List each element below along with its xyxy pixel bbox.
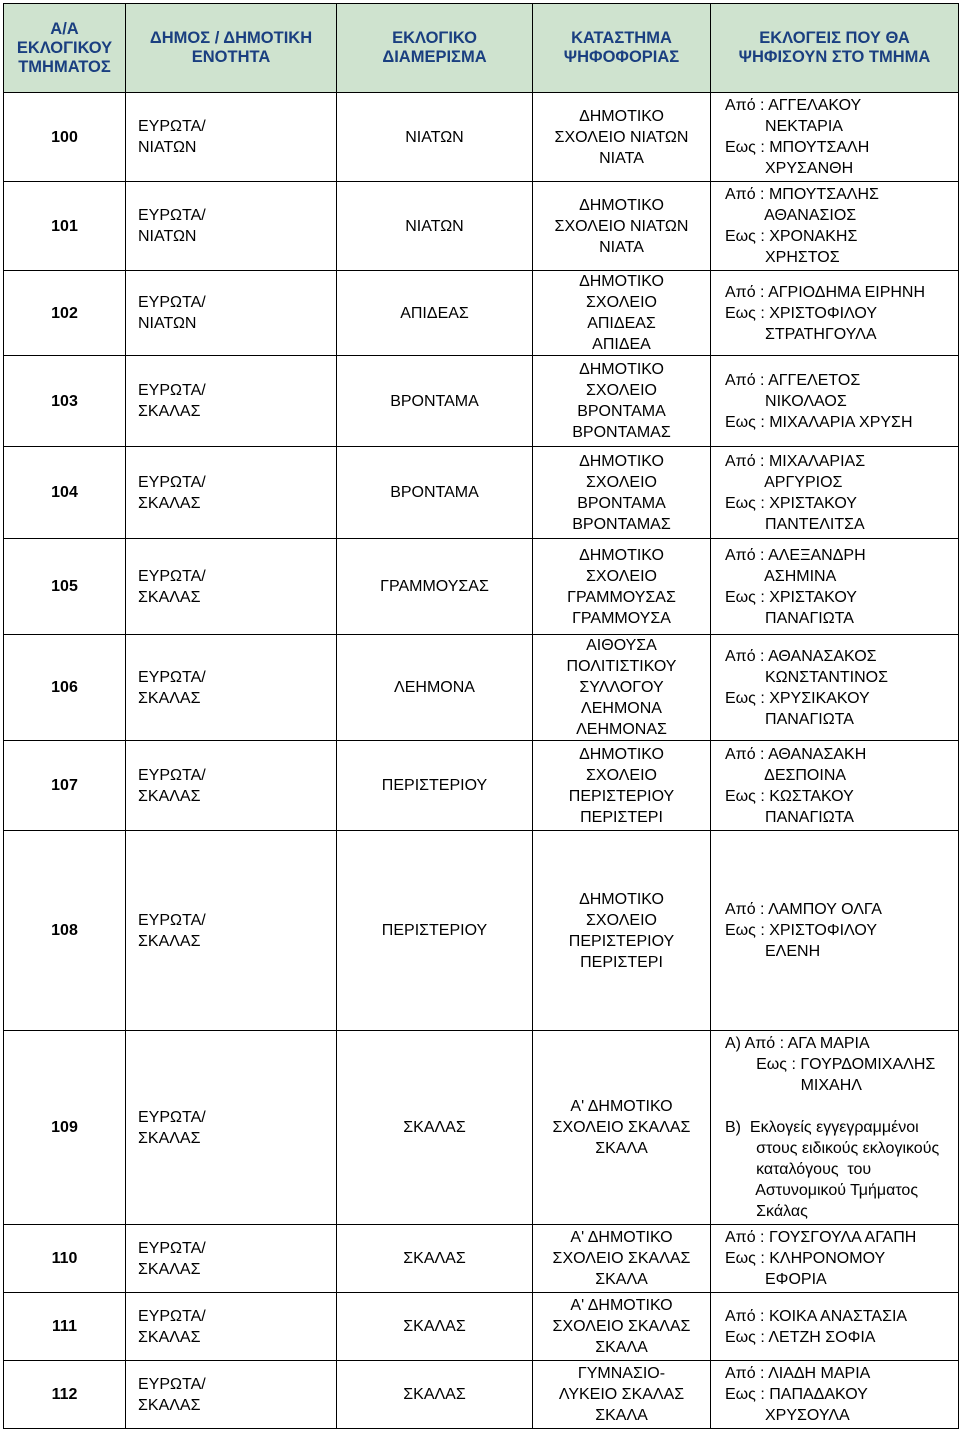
table-row (4, 741, 959, 831)
section-number-cell: 112 (4, 1361, 126, 1429)
header-municipality: ΔΗΜΟΣ / ΔΗΜΟΤΙΚΗ ΕΝΟΤΗΤΑ (126, 4, 337, 93)
municipal-unit-cell: ΕΥΡΩΤΑ/ ΣΚΑΛΑΣ (126, 447, 337, 539)
section-number-cell: 108 (4, 831, 126, 1031)
voters-range-cell: Από : ΑΓΓΕΛΕΤΟΣ ΝΙΚΟΛΑΟΣ Εως : ΜΙΧΑΛΑΡΙΑ ΧΡΥΣΗ (711, 356, 959, 447)
section-number-cell: 104 (4, 447, 126, 539)
electoral-district-cell: ΣΚΑΛΑΣ (337, 1031, 533, 1225)
electoral-district-cell: ΒΡΟΝΤΑΜΑ (337, 447, 533, 539)
voters-range-cell: Από : ΛΙΑΔΗ ΜΑΡΙΑ Εως : ΠΑΠΑΔΑΚΟΥ ΧΡΥΣΟΥΛΑ (711, 1361, 959, 1429)
voters-range-cell: Από : ΚΟΙΚΑ ΑΝΑΣΤΑΣΙΑ Εως : ΛΕΤΖΗ ΣΟΦΙΑ (711, 1293, 959, 1361)
voters-range-cell: Από : ΑΛΕΞΑΝΔΡΗ ΑΣΗΜΙΝΑ Εως : ΧΡΙΣΤΑΚΟΥ ΠΑΝΑΓΙΩΤΑ (711, 539, 959, 635)
polling-station-cell: Α' ΔΗΜΟΤΙΚΟ ΣΧΟΛΕΙΟ ΣΚΑΛΑΣ ΣΚΑΛΑ (533, 1225, 711, 1293)
table-row (4, 182, 959, 271)
polling-station-cell: ΔΗΜΟΤΙΚΟ ΣΧΟΛΕΙΟ ΠΕΡΙΣΤΕΡΙΟΥ ΠΕΡΙΣΤΕΡΙ (533, 741, 711, 831)
polling-station-cell: ΑΙΘΟΥΣΑ ΠΟΛΙΤΙΣΤΙΚΟΥ ΣΥΛΛΟΓΟΥ ΛΕΗΜΟΝΑ ΛΕΗΜΟΝΑΣ (533, 635, 711, 741)
municipal-unit-cell: ΕΥΡΩΤΑ/ ΝΙΑΤΩΝ (126, 271, 337, 356)
voters-range-cell: Από : ΑΘΑΝΑΣΑΚΗ ΔΕΣΠΟΙΝΑ Εως : ΚΩΣΤΑΚΟΥ ΠΑΝΑΓΙΩΤΑ (711, 741, 959, 831)
municipal-unit-cell: ΕΥΡΩΤΑ/ ΣΚΑΛΑΣ (126, 539, 337, 635)
polling-station-cell: ΔΗΜΟΤΙΚΟ ΣΧΟΛΕΙΟ ΝΙΑΤΩΝ ΝΙΑΤΑ (533, 182, 711, 271)
section-number-cell: 101 (4, 182, 126, 271)
table-row (4, 356, 959, 447)
polling-station-cell: ΔΗΜΟΤΙΚΟ ΣΧΟΛΕΙΟ ΠΕΡΙΣΤΕΡΙΟΥ ΠΕΡΙΣΤΕΡΙ (533, 831, 711, 1031)
table-row (4, 1293, 959, 1361)
section-number-cell: 109 (4, 1031, 126, 1225)
section-number-cell: 102 (4, 271, 126, 356)
table-row (4, 539, 959, 635)
section-number-cell: 103 (4, 356, 126, 447)
polling-station-cell: ΔΗΜΟΤΙΚΟ ΣΧΟΛΕΙΟ ΒΡΟΝΤΑΜΑ ΒΡΟΝΤΑΜΑΣ (533, 447, 711, 539)
voters-range-cell: Από : ΑΘΑΝΑΣΑΚΟΣ ΚΩΝΣΤΑΝΤΙΝΟΣ Εως : ΧΡΥΣΙΚΑΚΟΥ ΠΑΝΑΓΙΩΤΑ (711, 635, 959, 741)
electoral-district-cell: ΑΠΙΔΕΑΣ (337, 271, 533, 356)
municipal-unit-cell: ΕΥΡΩΤΑ/ ΣΚΑΛΑΣ (126, 1225, 337, 1293)
table-row (4, 1031, 959, 1225)
voters-range-cell: Από : ΑΓΡΙΟΔΗΜΑ ΕΙΡΗΝΗ Εως : ΧΡΙΣΤΟΦΙΛΟΥ ΣΤΡΑΤΗΓΟΥΛΑ (711, 271, 959, 356)
electoral-district-cell: ΠΕΡΙΣΤΕΡΙΟΥ (337, 831, 533, 1031)
voters-range-cell: Από : ΜΠΟΥΤΣΑΛΗΣ ΑΘΑΝΑΣΙΟΣ Εως : ΧΡΟΝΑΚΗΣ ΧΡΗΣΤΟΣ (711, 182, 959, 271)
section-number-cell: 106 (4, 635, 126, 741)
polling-stations-table (3, 3, 959, 1429)
municipal-unit-cell: ΕΥΡΩΤΑ/ ΝΙΑΤΩΝ (126, 93, 337, 182)
header-polling-station: ΚΑΤΑΣΤΗΜΑ ΨΗΦΟΦΟΡΙΑΣ (533, 4, 711, 93)
section-number-cell: 110 (4, 1225, 126, 1293)
electoral-district-cell: ΝΙΑΤΩΝ (337, 182, 533, 271)
municipal-unit-cell: ΕΥΡΩΤΑ/ ΣΚΑΛΑΣ (126, 1031, 337, 1225)
electoral-district-cell: ΠΕΡΙΣΤΕΡΙΟΥ (337, 741, 533, 831)
table-row (4, 1361, 959, 1429)
header-row (4, 4, 959, 93)
header-section-number: Α/Α ΕΚΛΟΓΙΚΟΥ ΤΜΗΜΑΤΟΣ (4, 4, 126, 93)
polling-station-cell: ΔΗΜΟΤΙΚΟ ΣΧΟΛΕΙΟ ΒΡΟΝΤΑΜΑ ΒΡΟΝΤΑΜΑΣ (533, 356, 711, 447)
municipal-unit-cell: ΕΥΡΩΤΑ/ ΣΚΑΛΑΣ (126, 831, 337, 1031)
header-electoral-district: ΕΚΛΟΓΙΚΟ ΔΙΑΜΕΡΙΣΜΑ (337, 4, 533, 93)
electoral-district-cell: ΓΡΑΜΜΟΥΣΑΣ (337, 539, 533, 635)
electoral-district-cell: ΣΚΑΛΑΣ (337, 1293, 533, 1361)
table-body (4, 93, 959, 1429)
polling-station-cell: ΔΗΜΟΤΙΚΟ ΣΧΟΛΕΙΟ ΝΙΑΤΩΝ ΝΙΑΤΑ (533, 93, 711, 182)
electoral-district-cell: ΛΕΗΜΟΝΑ (337, 635, 533, 741)
municipal-unit-cell: ΕΥΡΩΤΑ/ ΣΚΑΛΑΣ (126, 1361, 337, 1429)
table-row (4, 831, 959, 1031)
voters-range-cell: Α) Από : ΑΓΑ ΜΑΡΙΑ Εως : ΓΟΥΡΔΟΜΙΧΑΛΗΣ ΜΙΧΑΗΛ Β) Εκλογείς εγγεγραμμένοι στους ειδικούς εκλογικούς καταλόγους του Αστυνομικού Τμήματος Σκάλας (711, 1031, 959, 1225)
polling-station-cell: ΔΗΜΟΤΙΚΟ ΣΧΟΛΕΙΟ ΓΡΑΜΜΟΥΣΑΣ ΓΡΑΜΜΟΥΣΑ (533, 539, 711, 635)
section-number-cell: 100 (4, 93, 126, 182)
section-number-cell: 107 (4, 741, 126, 831)
municipal-unit-cell: ΕΥΡΩΤΑ/ ΣΚΑΛΑΣ (126, 1293, 337, 1361)
section-number-cell: 105 (4, 539, 126, 635)
electoral-district-cell: ΣΚΑΛΑΣ (337, 1361, 533, 1429)
polling-station-cell: Α' ΔΗΜΟΤΙΚΟ ΣΧΟΛΕΙΟ ΣΚΑΛΑΣ ΣΚΑΛΑ (533, 1031, 711, 1225)
municipal-unit-cell: ΕΥΡΩΤΑ/ ΣΚΑΛΑΣ (126, 356, 337, 447)
municipal-unit-cell: ΕΥΡΩΤΑ/ ΝΙΑΤΩΝ (126, 182, 337, 271)
table-row (4, 1225, 959, 1293)
municipal-unit-cell: ΕΥΡΩΤΑ/ ΣΚΑΛΑΣ (126, 741, 337, 831)
table-row (4, 271, 959, 356)
section-number-cell: 111 (4, 1293, 126, 1361)
electoral-district-cell: ΣΚΑΛΑΣ (337, 1225, 533, 1293)
header-voters: ΕΚΛΟΓΕΙΣ ΠΟΥ ΘΑ ΨΗΦΙΣΟΥΝ ΣΤΟ ΤΜΗΜΑ (711, 4, 959, 93)
table-row (4, 93, 959, 182)
voters-range-cell: Από : ΜΙΧΑΛΑΡΙΑΣ ΑΡΓΥΡΙΟΣ Εως : ΧΡΙΣΤΑΚΟΥ ΠΑΝΤΕΛΙΤΣΑ (711, 447, 959, 539)
electoral-district-cell: ΝΙΑΤΩΝ (337, 93, 533, 182)
municipal-unit-cell: ΕΥΡΩΤΑ/ ΣΚΑΛΑΣ (126, 635, 337, 741)
table-row (4, 447, 959, 539)
table-row (4, 635, 959, 741)
voters-range-cell: Από : ΑΓΓΕΛΑΚΟΥ ΝΕΚΤΑΡΙΑ Εως : ΜΠΟΥΤΣΑΛΗ ΧΡΥΣΑΝΘΗ (711, 93, 959, 182)
polling-station-cell: Α' ΔΗΜΟΤΙΚΟ ΣΧΟΛΕΙΟ ΣΚΑΛΑΣ ΣΚΑΛΑ (533, 1293, 711, 1361)
voters-range-cell: Από : ΓΟΥΣΓΟΥΛΑ ΑΓΑΠΗ Εως : ΚΛΗΡΟΝΟΜΟΥ ΕΦΟΡΙΑ (711, 1225, 959, 1293)
voters-range-cell: Από : ΛΑΜΠΟΥ ΟΛΓΑ Εως : ΧΡΙΣΤΟΦΙΛΟΥ ΕΛΕΝΗ (711, 831, 959, 1031)
polling-station-cell: ΔΗΜΟΤΙΚΟ ΣΧΟΛΕΙΟ ΑΠΙΔΕΑΣ ΑΠΙΔΕΑ (533, 271, 711, 356)
electoral-district-cell: ΒΡΟΝΤΑΜΑ (337, 356, 533, 447)
polling-station-cell: ΓΥΜΝΑΣΙΟ- ΛΥΚΕΙΟ ΣΚΑΛΑΣ ΣΚΑΛΑ (533, 1361, 711, 1429)
